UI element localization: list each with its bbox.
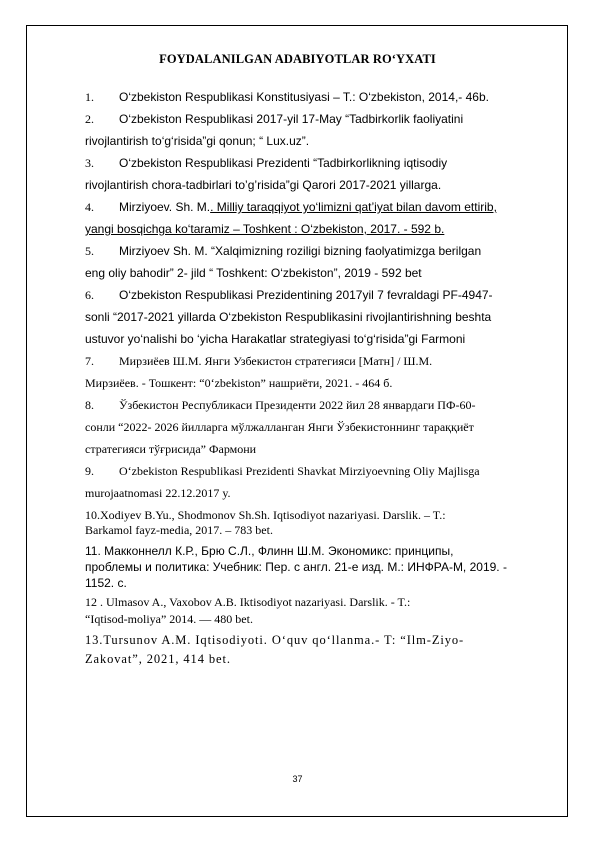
ref-line: [119, 200, 497, 214]
ref-number: 9.: [85, 464, 94, 478]
ref-line: 12 . Ulmasov A., Vaxobov A.B. Iktisodiyot nazariyasi. Darslik. - T.:: [85, 595, 411, 609]
ref-line: 13.Tursunov A.M. Iqtisodiyoti. O‘quv qo‘llanma.- T: “Ilm-Ziyo-: [85, 633, 465, 647]
ref-line: O‘zbekiston Respublikasi Konstitusiyasi – T.: O‘zbekiston, 2014,- 46b.: [119, 90, 489, 104]
ref-number: 3.: [85, 156, 94, 170]
ref-line: 11. Макконнелл К.Р., Брю С.Л., Флинн Ш.М. Экономикс: принципы,: [85, 544, 454, 558]
ref-line: Мирзиёев. - Тошкент: “0‘zbekiston” нашриёти, 2021. - 464 б.: [85, 376, 393, 390]
ref-line: sonli “2017-2021 yillarda O‘zbekiston Respublikasini rivojlantirishning beshta: [85, 310, 492, 324]
ref-line: eng oliy bahodir” 2- jild “ Toshkent: O‘zbekiston”, 2019 - 592 bet: [85, 266, 422, 280]
ref-line: Barkamol fayz-media, 2017. – 783 bet.: [85, 523, 273, 537]
ref-number: 7.: [85, 354, 94, 368]
ref-line: O‘zbekiston Respublikasi Prezidentining 2017yil 7 fevraldagi PF-4947-: [119, 288, 493, 302]
ref-number: 2.: [85, 112, 94, 126]
page-title: FOYDALANILGAN ADABIYOTLAR RO‘YXATI: [159, 52, 436, 66]
ref-line: O‘zbekiston Respublikasi Prezidenti Shavkat Mirziyoevning Oliy Majlisga: [119, 464, 480, 478]
ref-underlined-text: . Milliy taraqqiyot yo‘limizni qat’iyat bilan davom ettirib,: [210, 200, 497, 214]
ref-line: 10.Xodiyev B.Yu., Shodmonov Sh.Sh. Iqtisodiyot nazariyasi. Darslik. – T.:: [85, 508, 446, 522]
ref-line: “Iqtisod-moliya” 2014. — 480 bet.: [85, 612, 253, 626]
ref-number: 6.: [85, 288, 94, 302]
ref-line: стратегияси тўғрисида” Фармони: [85, 442, 257, 456]
ref-number: 5.: [85, 244, 94, 258]
ref-line: O‘zbekiston Respublikasi Prezidenti “Tadbirkorlikning iqtisodiy: [119, 156, 448, 170]
ref-number: 8.: [85, 398, 94, 412]
ref-line: 1152. с.: [85, 576, 127, 590]
ref-number: 1.: [85, 90, 94, 104]
ref-line: ustuvor yo‘nalishi bo ‘yicha Harakatlar strategiyasi to‘g‘risida”gi Farmoni: [85, 332, 466, 346]
ref-number: 4.: [85, 200, 94, 214]
ref-line: rivojlantirish to‘g‘risida”gi qonun; “ Lux.uz”.: [85, 134, 310, 148]
page-number: 37: [292, 774, 303, 784]
ref-text: Mirziyoev. Sh. M.: [119, 200, 211, 214]
ref-line: проблемы и политика: Учебник: Пер. с англ. 21-е изд. М.: ИНФРА-М, 2019. -: [85, 560, 507, 574]
ref-line: Ўзбекистон Республикаси Президенти 2022 йил 28 январдаги ПФ-60-: [119, 398, 476, 412]
ref-line: murojaatnomasi 22.12.2017 y.: [85, 486, 231, 500]
ref-line: Мирзиёев Ш.М. Янги Узбекистон стратегияси [Матн] / Ш.М.: [119, 354, 433, 368]
ref-line: O‘zbekiston Respublikasi 2017-yil 17-May “Tadbirkorlik faoliyatini: [119, 112, 464, 126]
ref-line: Zakovat”, 2021, 414 bet.: [85, 652, 231, 666]
ref-line: rivojlantirish chora-tadbirlari to’g’risida”gi Qarori 2017-2021 yillarga.: [85, 178, 442, 192]
ref-line: Mirziyoev Sh. M. “Xalqimizning roziligi bizning faolyatimizga berilgan: [119, 244, 482, 258]
ref-line: yangi bosqichga ko‘taramiz – Toshkent : O‘zbekiston, 2017. - 592 b.: [85, 222, 445, 236]
ref-line: сонли “2022- 2026 йилларга мўлжалланган Янги Ўзбекистоннинг тараққиёт: [85, 420, 474, 434]
